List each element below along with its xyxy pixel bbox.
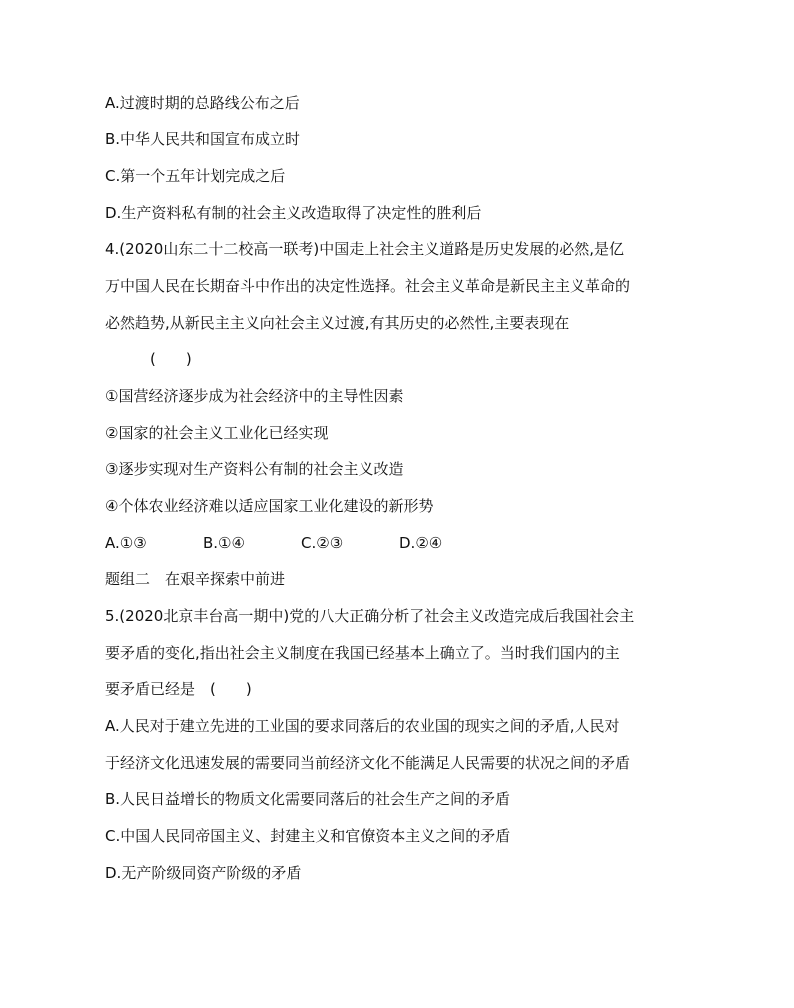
q4-stem-line3: 必然趋势,从新民主主义向社会主义过渡,有其历史的必然性,主要表现在 — [105, 314, 570, 332]
q5-stem-line2: 要矛盾的变化,指出社会主义制度在我国已经基本上确立了。当时我们国内的主 — [105, 644, 620, 662]
q4-choice-d: D.②④ — [399, 534, 443, 552]
q4-stem-line2: 万中国人民在长期奋斗中作出的决定性选择。社会主义革命是新民主主义革命的 — [105, 277, 631, 295]
q4-choice-c: C.②③ — [301, 534, 344, 552]
q4-item-4: ④个体农业经济难以适应国家工业化建设的新形势 — [105, 497, 434, 515]
q3-option-d: D.生产资料私有制的社会主义改造取得了决定性的胜利后 — [105, 204, 482, 222]
q4-choice-a: A.①③ — [105, 534, 147, 552]
q3-option-a: A.过渡时期的总路线公布之后 — [105, 94, 300, 112]
q4-item-3: ③逐步实现对生产资料公有制的社会主义改造 — [105, 460, 404, 478]
q4-stem-line1: 4.(2020山东二十二校高一联考)中国走上社会主义道路是历史发展的必然,是亿 — [105, 240, 624, 258]
q5-option-c: C.中国人民同帝国主义、封建主义和官僚资本主义之间的矛盾 — [105, 827, 511, 845]
q3-option-c: C.第一个五年计划完成之后 — [105, 167, 286, 185]
q5-option-b: B.人民日益增长的物质文化需要同落后的社会生产之间的矛盾 — [105, 790, 511, 808]
q3-option-b: B.中华人民共和国宣布成立时 — [105, 130, 301, 148]
q5-option-a-line1: A.人民对于建立先进的工业国的要求同落后的农业国的现实之间的矛盾,人民对 — [105, 717, 620, 735]
q5-stem-line1: 5.(2020北京丰台高一期中)党的八大正确分析了社会主义改造完成后我国社会主 — [105, 607, 635, 625]
q5-option-a-line2: 于经济文化迅速发展的需要同当前经济文化不能满足人民需要的状况之间的矛盾 — [105, 754, 631, 772]
q4-answer-paren: ( ) — [150, 350, 192, 368]
q4-item-2: ②国家的社会主义工业化已经实现 — [105, 424, 329, 442]
q4-item-1: ①国营经济逐步成为社会经济中的主导性因素 — [105, 387, 404, 405]
q5-option-d: D.无产阶级同资产阶级的矛盾 — [105, 864, 302, 882]
q5-stem-line3: 要矛盾已经是 ( ) — [105, 680, 252, 698]
group2-title: 题组二 在艰辛探索中前进 — [105, 570, 286, 588]
q4-choice-b: B.①④ — [203, 534, 245, 552]
